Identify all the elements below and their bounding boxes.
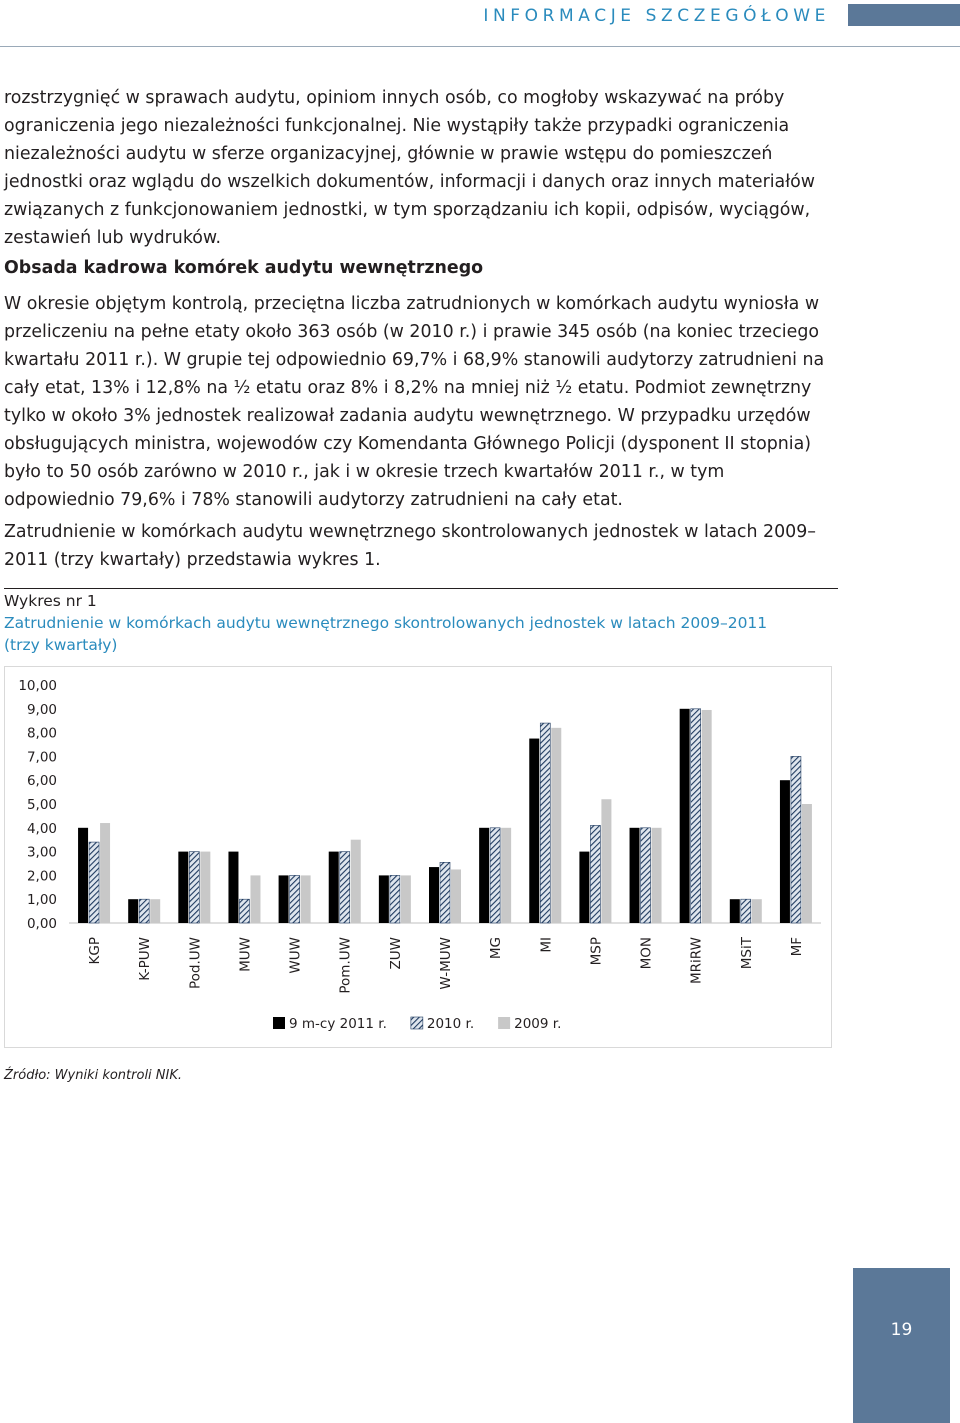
bar-msp-s0: [579, 852, 589, 923]
x-tick-label: KGP: [87, 937, 104, 965]
figure-title: Zatrudnienie w komórkach audytu wewnętrznego skontrolowanych jednostek w latach 2009–2011 (trzy kwartały): [4, 614, 768, 654]
legend-swatch: [498, 1017, 510, 1029]
paragraph-chart-intro: Zatrudnienie w komórkach audytu wewnętrznego skontrolowanych jednostek w latach 2009–2011 (trzy kwartały) przedstawia wykres 1.: [4, 522, 816, 570]
bar-msit-s2: [752, 899, 762, 923]
bar-kgp-s1: [89, 842, 99, 923]
x-tick-label: MUW: [237, 937, 254, 972]
legend-label: 2009 r.: [514, 1016, 562, 1032]
page-number-box: [853, 1268, 950, 1423]
page-number: 19: [890, 1320, 913, 1340]
paragraph-staffing: W okresie objętym kontrolą, przeciętna liczba zatrudnionych w komórkach audytu wyniosła w przeliczeniu na pełne etaty około 363 osób (w 2010 r.) i prawie 345 osób (na koniec trzeciego kwartału 2011 r.). W grupie tej odpowiednio 69,7% i 68,9% stanowili audytorzy zatrudnieni na cały etat, 13% i 12,8% na ½ etatu oraz 8% i 8,2% na mniej niż ½ etatu. Podmiot zewnętrzny tylko w około 3% jednostek realizował zadania audytu wewnętrznego. W przypadku urzędów obsługujących ministra, wojewodów czy Komendanta Głównego Policji (dysponent II stopnia) było to 50 osób zarówno w 2010 r., jak i w okresie trzech kwartałów 2011 r., w tym odpowiednio 79,6% i 78% stanowili audytorzy zatrudnieni na cały etat.: [4, 294, 825, 510]
bar-pom-uw-s1: [340, 852, 350, 923]
bar-mrirw-s2: [702, 710, 712, 923]
bar-w-muw-s2: [451, 869, 461, 923]
x-tick-label: K-PUW: [137, 937, 154, 981]
source-note: Źródło: Wyniki kontroli NIK.: [4, 1068, 183, 1083]
bar-muw-s0: [228, 852, 238, 923]
legend-swatch: [273, 1017, 285, 1029]
x-tick-label: ZUW: [387, 937, 404, 970]
bar-msp-s1: [590, 825, 600, 923]
bar-pod-uw-s0: [178, 852, 188, 923]
y-tick-label: 5,00: [26, 797, 57, 813]
bar-pom-uw-s2: [351, 840, 361, 923]
bar-k-puw-s2: [150, 899, 160, 923]
bar-zuw-s0: [379, 875, 389, 923]
y-tick-label: 4,00: [26, 820, 57, 837]
bar-zuw-s2: [401, 875, 411, 923]
bar-k-puw-s0: [128, 899, 138, 923]
x-tick-label: Pom.UW: [337, 937, 354, 994]
y-tick-label: 6,00: [26, 773, 57, 790]
bar-msit-s0: [730, 899, 740, 923]
legend-swatch: [411, 1017, 423, 1029]
bar-mf-s2: [802, 804, 812, 923]
bar-w-muw-s1: [440, 862, 450, 923]
bar-w-muw-s0: [429, 867, 439, 923]
y-tick-label: 10,00: [18, 678, 57, 694]
x-tick-label: Pod.UW: [187, 937, 204, 990]
bar-muw-s2: [250, 875, 260, 923]
bar-mf-s0: [780, 780, 790, 923]
bar-wuw-s2: [301, 875, 311, 923]
x-tick-label: MI: [538, 937, 555, 953]
y-tick-label: 0,00: [26, 916, 57, 932]
bar-pom-uw-s0: [329, 852, 339, 923]
bar-msit-s1: [741, 899, 751, 923]
bar-mg-s2: [501, 828, 511, 923]
x-tick-label: MRiRW: [688, 937, 705, 984]
bar-mrirw-s1: [691, 709, 701, 923]
paragraph-independence: rozstrzygnięć w sprawach audytu, opiniom innych osób, co mogłoby wskazywać na próby ograniczenia jego niezależności funkcjonalnej. Nie wystąpiły także przypadki ograniczenia niezależności audytu w sferze organizacyjnej, głównie w prawie wstępu do pomieszczeń jednostki oraz wglądu do wszelkich dokumentów, informacji i danych oraz innych materiałów związanych z funkcjonowaniem jednostki, w tym sporządzaniu ich kopii, odpisów, wyciągów, zestawień lub wydruków.: [4, 88, 816, 248]
bar-mg-s0: [479, 828, 489, 923]
y-tick-label: 2,00: [26, 868, 57, 885]
y-tick-label: 7,00: [26, 749, 57, 766]
header-divider: [0, 46, 960, 47]
bar-mi-s0: [529, 739, 539, 923]
section-heading: Obsada kadrowa komórek audytu wewnętrznego: [4, 258, 484, 278]
header-accent-bar: [848, 4, 960, 26]
bar-mf-s1: [791, 756, 801, 923]
x-tick-label: W-MUW: [438, 937, 454, 990]
bar-mon-s1: [641, 828, 651, 923]
y-tick-label: 9,00: [26, 701, 57, 718]
figure-number: Wykres nr 1: [4, 592, 97, 610]
x-tick-label: MSiT: [738, 937, 755, 970]
bar-mon-s0: [630, 828, 640, 923]
bar-k-puw-s1: [139, 899, 149, 923]
x-tick-label: MSP: [588, 937, 605, 966]
bar-mi-s2: [551, 728, 561, 923]
bar-mg-s1: [490, 828, 500, 923]
bar-wuw-s0: [279, 875, 289, 923]
bar-muw-s1: [239, 899, 249, 923]
y-tick-label: 8,00: [26, 725, 57, 742]
legend-label: 9 m-cy 2011 r.: [289, 1016, 387, 1032]
bar-kgp-s0: [78, 828, 88, 923]
bar-kgp-s2: [100, 823, 110, 923]
y-tick-label: 1,00: [26, 892, 57, 909]
chart-frame: [4, 666, 832, 1048]
bar-msp-s2: [601, 799, 611, 923]
bar-chart: [5, 667, 831, 1047]
x-tick-label: MG: [488, 937, 505, 960]
bar-zuw-s1: [390, 875, 400, 923]
bar-mon-s2: [652, 828, 662, 923]
x-tick-label: MF: [788, 937, 805, 957]
bar-wuw-s1: [290, 875, 300, 923]
x-tick-label: MON: [638, 937, 655, 970]
bar-pod-uw-s1: [189, 852, 199, 923]
bar-mrirw-s0: [680, 709, 690, 923]
y-tick-label: 3,00: [26, 844, 57, 861]
legend-label: 2010 r.: [426, 1016, 475, 1032]
bar-pod-uw-s2: [200, 852, 210, 923]
bar-mi-s1: [540, 723, 550, 923]
figure-divider: [4, 588, 838, 589]
x-tick-label: WUW: [287, 937, 304, 974]
running-header: INFORMACJE SZCZEGÓŁOWE: [483, 6, 830, 26]
